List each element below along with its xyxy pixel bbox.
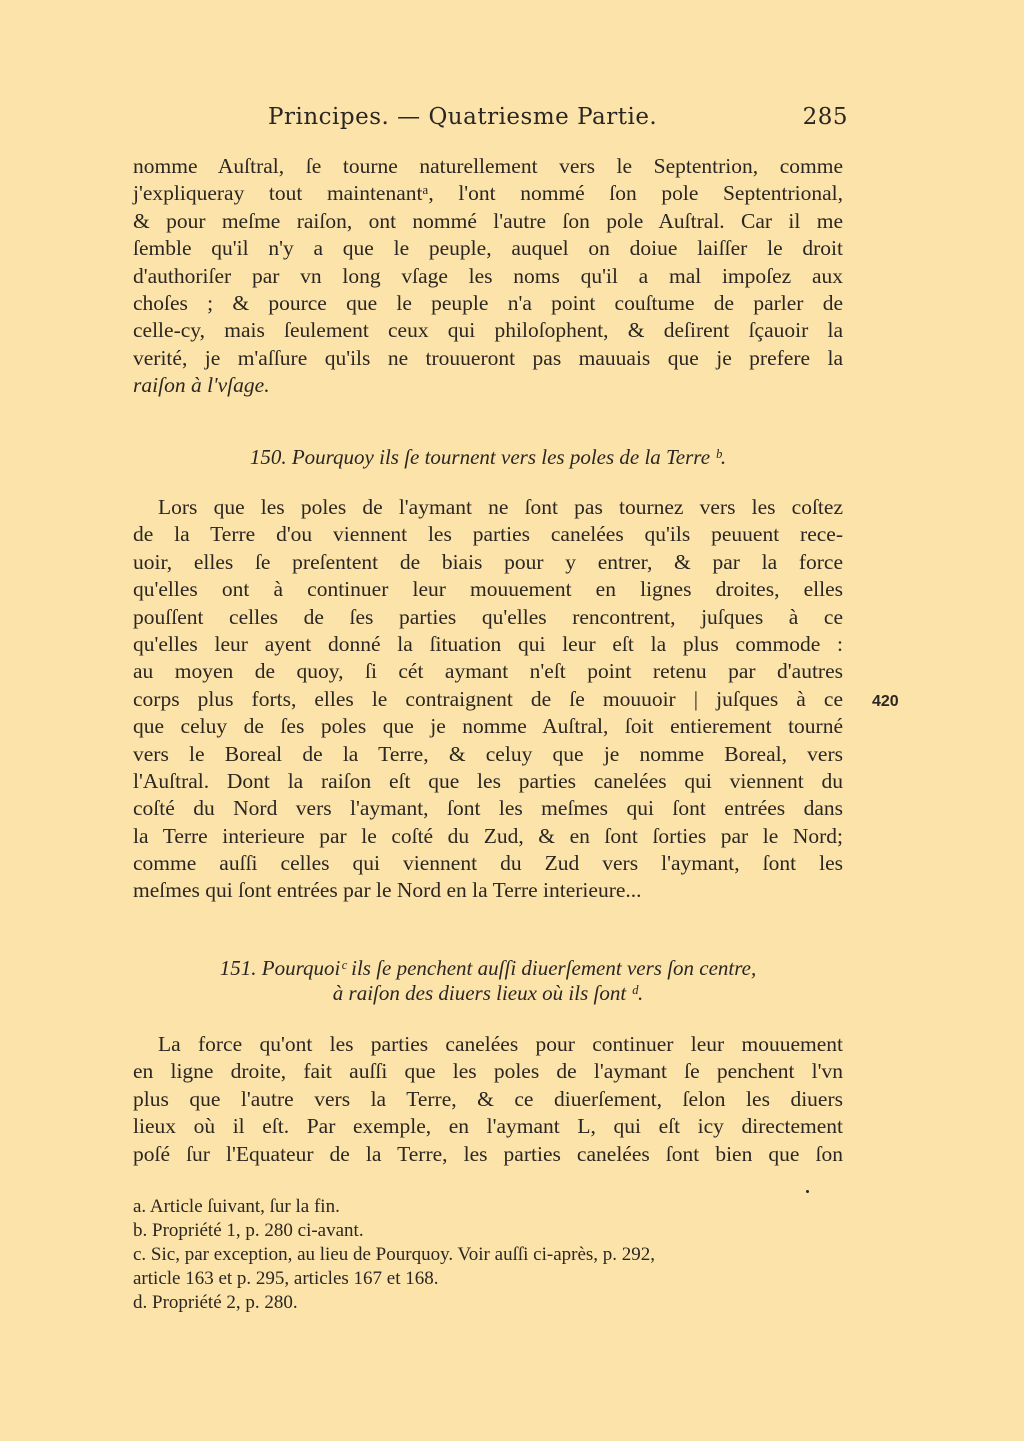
ink-dot	[806, 1190, 809, 1193]
text-line: verité, je m'aſſure qu'ils ne trouueront pas mauuais que je prefere la	[133, 345, 843, 370]
text-line: j'expliqueray tout maintenantᵃ, l'ont nommé ſon pole Septentrional,	[133, 181, 843, 206]
text-line: qu'elles ont à continuer leur mouuement en lignes droites, elles	[133, 577, 843, 602]
margin-line-number: 420	[872, 693, 899, 710]
text-line: plus que l'autre vers la Terre, & ce diuerſement, ſelon les diuers	[133, 1086, 843, 1111]
text-line: ſemble qu'il n'y a que le peuple, auquel on doiue laiſſer le droit	[133, 236, 843, 261]
text-line: de la Terre d'ou viennent les parties canelées qu'ils peuuent rece-	[133, 522, 843, 547]
footnote: c. Sic, par exception, au lieu de Pourquoy. Voir auſſi ci-après, p. 292,	[133, 1244, 656, 1265]
page-number: 285	[802, 104, 848, 130]
text-line: que celuy de ſes poles que je nomme Auſtral, ſoit entierement tourné	[133, 714, 843, 739]
footnote: article 163 et p. 295, articles 167 et 168.	[133, 1268, 439, 1289]
heading-line: à raiſon des diuers lieux où ils ſont ᵈ.	[332, 981, 644, 1005]
text-line: l'Auſtral. Dont la raiſon eſt que les parties canelées qui viennent du	[133, 768, 843, 793]
paragraph-1	[133, 153, 843, 400]
text-line: meſmes qui ſont entrées par le Nord en la Terre interieure...	[133, 878, 642, 903]
text-line: La force qu'ont les parties canelées pour continuer leur mouuement	[158, 1032, 843, 1056]
running-header	[268, 104, 848, 138]
text-line: au moyen de quoy, ſi cét aymant n'eſt point retenu par d'autres	[133, 659, 843, 684]
text-line: celle-cy, mais ſeulement ceux qui philoſophent, & deſirent ſçauoir la	[133, 318, 843, 343]
text-line: choſes ; & pource que le peuple n'a point couſtume de parler de	[133, 290, 843, 315]
paragraph-2	[133, 494, 843, 905]
footnotes	[133, 1195, 853, 1315]
text-line: lieux où il eſt. Par exemple, en l'aymant L, qui eſt icy directement	[133, 1114, 843, 1139]
text-line: comme auſſi celles qui viennent du Zud vers l'aymant, ſont les	[133, 851, 843, 876]
text-line: pouſſent celles de ſes parties qu'elles rencontrent, juſques à ce	[133, 604, 843, 629]
section-heading-151	[133, 956, 843, 1006]
footnote: b. Propriété 1, p. 280 ci-avant.	[133, 1220, 364, 1241]
text-line: corps plus forts, elles le contraignent de ſe mouuoir | juſques à ce	[133, 686, 843, 711]
text-line: & pour meſme raiſon, ont nommé l'autre ſon pole Auſtral. Car il me	[133, 208, 843, 233]
text-line: nomme Auſtral, ſe tourne naturellement vers le Septentrion, comme	[133, 154, 843, 178]
text-line: qu'elles leur ayent donné la ſituation qui leur eſt la plus commode :	[133, 631, 843, 656]
text-line: raiſon à l'vſage.	[133, 373, 270, 398]
section-heading-150: 150. Pourquoy ils ſe tournent vers les poles de la Terre ᵇ.	[249, 445, 727, 469]
header-title: Principes. — Quatriesme Partie.	[268, 104, 658, 130]
text-line: coſté du Nord vers l'aymant, ſont les meſmes qui ſont entrées dans	[133, 796, 843, 821]
text-line: en ligne droite, fait auſſi que les poles de l'aymant ſe penchent l'vn	[133, 1059, 843, 1084]
text-line: d'authoriſer par vn long vſage les noms qu'il a mal impoſez aux	[133, 263, 843, 288]
text-line: la Terre interieure par le coſté du Zud, & en ſont ſorties par le Nord;	[133, 823, 843, 848]
paragraph-3	[133, 1031, 843, 1168]
text-line: poſé ſur l'Equateur de la Terre, les parties canelées ſont bien que ſon	[133, 1141, 843, 1166]
text-line: Lors que les poles de l'aymant ne ſont pas tournez vers les coſtez	[158, 495, 843, 519]
footnote: a. Article ſuivant, ſur la fin.	[133, 1196, 340, 1217]
text-line: vers le Boreal de la Terre, & celuy que je nomme Boreal, vers	[133, 741, 843, 766]
footnote: d. Propriété 2, p. 280.	[133, 1292, 298, 1313]
heading-line: 151. Pourquoiᶜ ils ſe penchent auſſi diuerſement vers ſon centre,	[219, 956, 757, 980]
text-line: uoir, elles ſe preſentent de biais pour y entrer, & par la force	[133, 549, 843, 574]
